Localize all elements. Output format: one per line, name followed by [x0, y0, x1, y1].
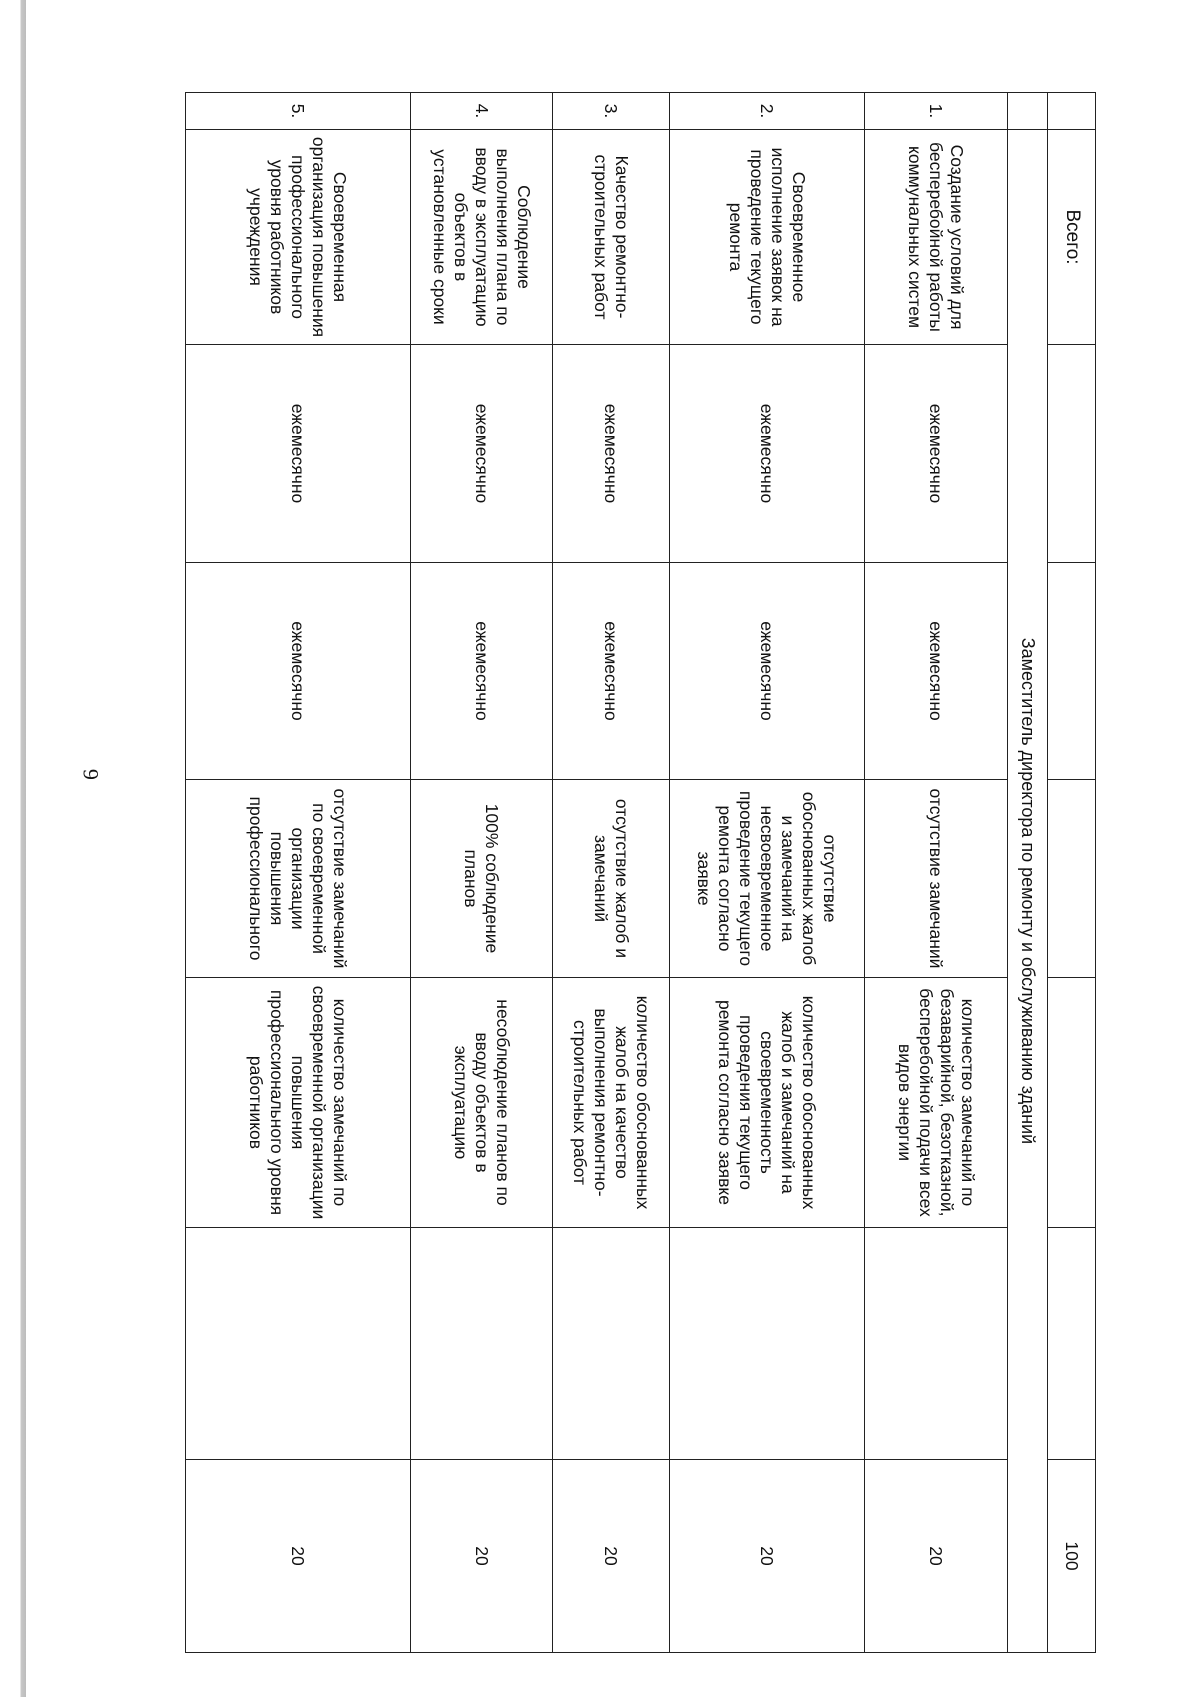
criterion-cell: отсутствие обоснованных жалоб и замечаний на несвоевременное проведение текущего ремонта согласно заявке	[670, 780, 865, 978]
empty-cell	[186, 1228, 411, 1460]
total-value: 100	[1048, 1460, 1096, 1653]
reduction-cell: количество замечаний по своевременной организации повышения профессионального уровня работников	[186, 978, 411, 1228]
criterion-cell: 100% соблюдение планов	[411, 780, 553, 978]
percent-cell: 20	[670, 1460, 865, 1653]
frequency-cell: ежемесячно	[186, 563, 411, 780]
period-cell: ежемесячно	[670, 345, 865, 563]
frequency-cell: ежемесячно	[670, 563, 865, 780]
row-number: 1.	[865, 93, 1008, 130]
percent-cell: 20	[411, 1460, 553, 1653]
section-row	[1008, 93, 1048, 1653]
table-row	[670, 93, 865, 1653]
total-label: Всего:	[1048, 130, 1096, 345]
total-num-cell	[1048, 93, 1096, 130]
total-empty-cell	[1048, 563, 1096, 780]
section-title: Заместитель директора по ремонту и обслуживанию зданий	[1008, 130, 1048, 1653]
percent-cell: 20	[865, 1460, 1008, 1653]
indicator-cell: Качество ремонтно-строительных работ	[553, 130, 670, 345]
indicator-cell: Создание условий для бесперебойной работы коммунальных систем	[865, 130, 1008, 345]
percent-cell: 20	[186, 1460, 411, 1653]
period-cell: ежемесячно	[553, 345, 670, 563]
total-row	[1048, 93, 1096, 1653]
row-number: 3.	[553, 93, 670, 130]
row-number: 2.	[670, 93, 865, 130]
criterion-cell: отсутствие замечаний по своевременной организации повышения профессионального	[186, 780, 411, 978]
table-row	[865, 93, 1008, 1653]
table-row	[553, 93, 670, 1653]
row-number: 5.	[186, 93, 411, 130]
indicator-cell: Соблюдение выполнения плана по вводу в эксплуатацию объектов в установленные сроки	[411, 130, 553, 345]
section-num-cell	[1008, 93, 1048, 130]
empty-cell	[670, 1228, 865, 1460]
indicator-cell: Своевременная организация повышения профессионального уровня работников учреждения	[186, 130, 411, 345]
reduction-cell: количество обоснованных жалоб и замечаний на своевременность проведения текущего ремонта согласно заявке	[670, 978, 865, 1228]
total-empty-cell	[1048, 780, 1096, 978]
row-number: 4.	[411, 93, 553, 130]
period-cell: ежемесячно	[186, 345, 411, 563]
percent-cell: 20	[553, 1460, 670, 1653]
kpi-table	[185, 92, 1096, 1653]
table-row	[411, 93, 553, 1653]
frequency-cell: ежемесячно	[553, 563, 670, 780]
rotated-table-wrapper	[186, 92, 1096, 1652]
reduction-cell: количество обоснованных жалоб на качество выполнения ремонтно-строительных работ	[553, 978, 670, 1228]
total-empty-cell	[1048, 978, 1096, 1228]
frequency-cell: ежемесячно	[411, 563, 553, 780]
page-number: 6	[78, 769, 103, 780]
scan-edge	[0, 0, 26, 1697]
criterion-cell: отсутствие замечаний	[865, 780, 1008, 978]
reduction-cell: количество замечаний по безаварийной, безотказной, бесперебойной подачи всех видов энергии	[865, 978, 1008, 1228]
criterion-cell: отсутствие жалоб и замечаний	[553, 780, 670, 978]
frequency-cell: ежемесячно	[865, 563, 1008, 780]
period-cell: ежемесячно	[865, 345, 1008, 563]
table-row	[186, 93, 411, 1653]
empty-cell	[411, 1228, 553, 1460]
reduction-cell: несоблюдение планов по вводу объектов в эксплуатацию	[411, 978, 553, 1228]
empty-cell	[865, 1228, 1008, 1460]
period-cell: ежемесячно	[411, 345, 553, 563]
empty-cell	[553, 1228, 670, 1460]
total-empty-cell	[1048, 1228, 1096, 1460]
total-empty-cell	[1048, 345, 1096, 563]
indicator-cell: Своевременное исполнение заявок на проведение текущего ремонта	[670, 130, 865, 345]
